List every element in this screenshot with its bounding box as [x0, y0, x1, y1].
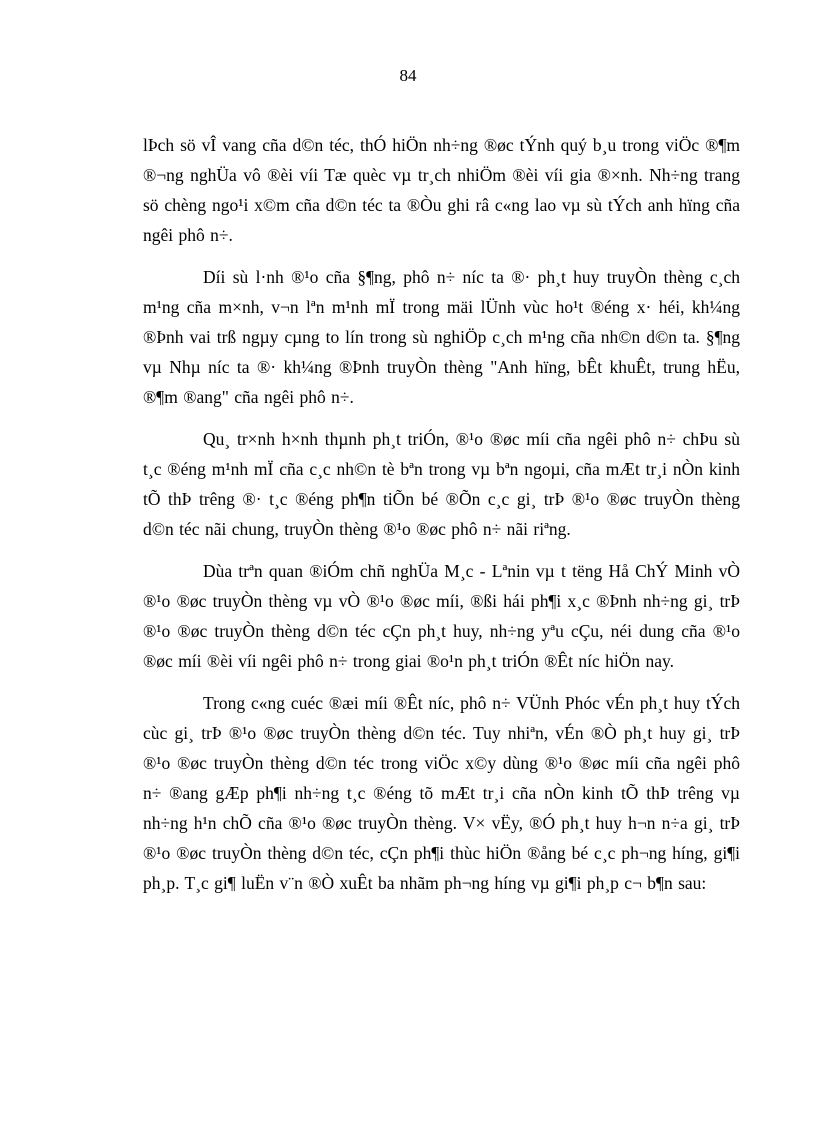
paragraph-2: Díi sù l·nh ®¹o cña §¶ng, phô n÷ níc ta ®· ph¸t huy truyÒn thèng c¸ch m¹ng cña m×nh, v¬n lªn m¹nh mÏ trong mäi lÜnh vùc ho¹t ®éng x· héi, kh¼ng ®Þnh vai trß ngµy cµng to lín trong sù nghiÖp c¸ch m¹ng cña nh©n d©n ta. §¶ng vµ Nhµ níc ta ®· kh¼ng ®Þnh truyÒn thèng "Anh hïng, bÊt khuÊt, trung hËu, ®¶m ®ang" cña ngêi phô n÷. — [143, 267, 740, 407]
paragraph-1: lÞch sö vÎ vang cña d©n téc, thÓ hiÖn nh÷ng ®øc tÝnh quý b¸u trong viÖc ®¶m ®¬ng nghÜa vô ®èi víi Tæ quèc vµ tr¸ch nhiÖm ®èi víi gia ®×nh. Nh÷ng trang sö chèng ngo¹i x©m cña d©n téc ta ®Òu ghi râ c«ng lao vµ sù tÝch anh hïng cña ngêi phô n÷. — [143, 135, 740, 245]
document-body — [143, 130, 740, 898]
paragraph-5: Trong c«ng cuéc ®æi míi ®Êt níc, phô n÷ VÜnh Phóc vÉn ph¸t huy tÝch cùc gi¸ trÞ ®¹o ®øc truyÒn thèng d©n téc. Tuy nhiªn, vÉn ®Ò ph¸t huy gi¸ trÞ ®¹o ®øc truyÒn thèng d©n téc trong viÖc x©y dùng ®¹o ®øc míi cña ngêi phô n÷ ®ang gÆp ph¶i nh÷ng t¸c ®éng tõ mÆt tr¸i cña nÒn kinh tÕ thÞ trêng vµ nh÷ng h¹n chÕ cña ®¹o ®øc truyÒn thèng. V× vËy, ®Ó ph¸t huy h¬n n÷a gi¸ trÞ ®¹o ®øc truyÒn thèng d©n téc, cÇn ph¶i thùc hiÖn ®ång bé c¸c ph¬ng híng, gi¶i ph¸p. T¸c gi¶ luËn v¨n ®Ò xuÊt ba nhãm ph¬ng híng vµ gi¶i ph¸p c¬ b¶n sau: — [143, 693, 740, 893]
paragraph-3: Qu¸ tr×nh h×nh thµnh ph¸t triÓn, ®¹o ®øc míi cña ngêi phô n÷ chÞu sù t¸c ®éng m¹nh mÏ cña c¸c nh©n tè bªn trong vµ bªn ngoµi, cña mÆt tr¸i nÒn kinh tÕ thÞ trêng ®· t¸c ®éng ph¶n tiÕn bé ®Õn c¸c gi¸ trÞ ®¹o ®øc truyÒn thèng d©n téc nãi chung, truyÒn thèng ®¹o ®øc phô n÷ nãi riªng. — [143, 429, 740, 539]
page-number: 84 — [399, 66, 417, 85]
paragraph-4: Dùa trªn quan ®iÓm chñ nghÜa M¸c - Lªnin vµ t tëng Hå ChÝ Minh vÒ ®¹o ®øc truyÒn thèng vµ vÒ ®¹o ®øc míi, ®ßi hái ph¶i x¸c ®Þnh nh÷ng gi¸ trÞ ®¹o ®øc truyÒn thèng d©n téc cÇn ph¸t huy, nh÷ng yªu cÇu, néi dung cña ®¹o ®øc míi ®èi víi ngêi phô n÷ trong giai ®o¹n ph¸t triÓn ®Êt níc hiÖn nay. — [143, 561, 740, 671]
